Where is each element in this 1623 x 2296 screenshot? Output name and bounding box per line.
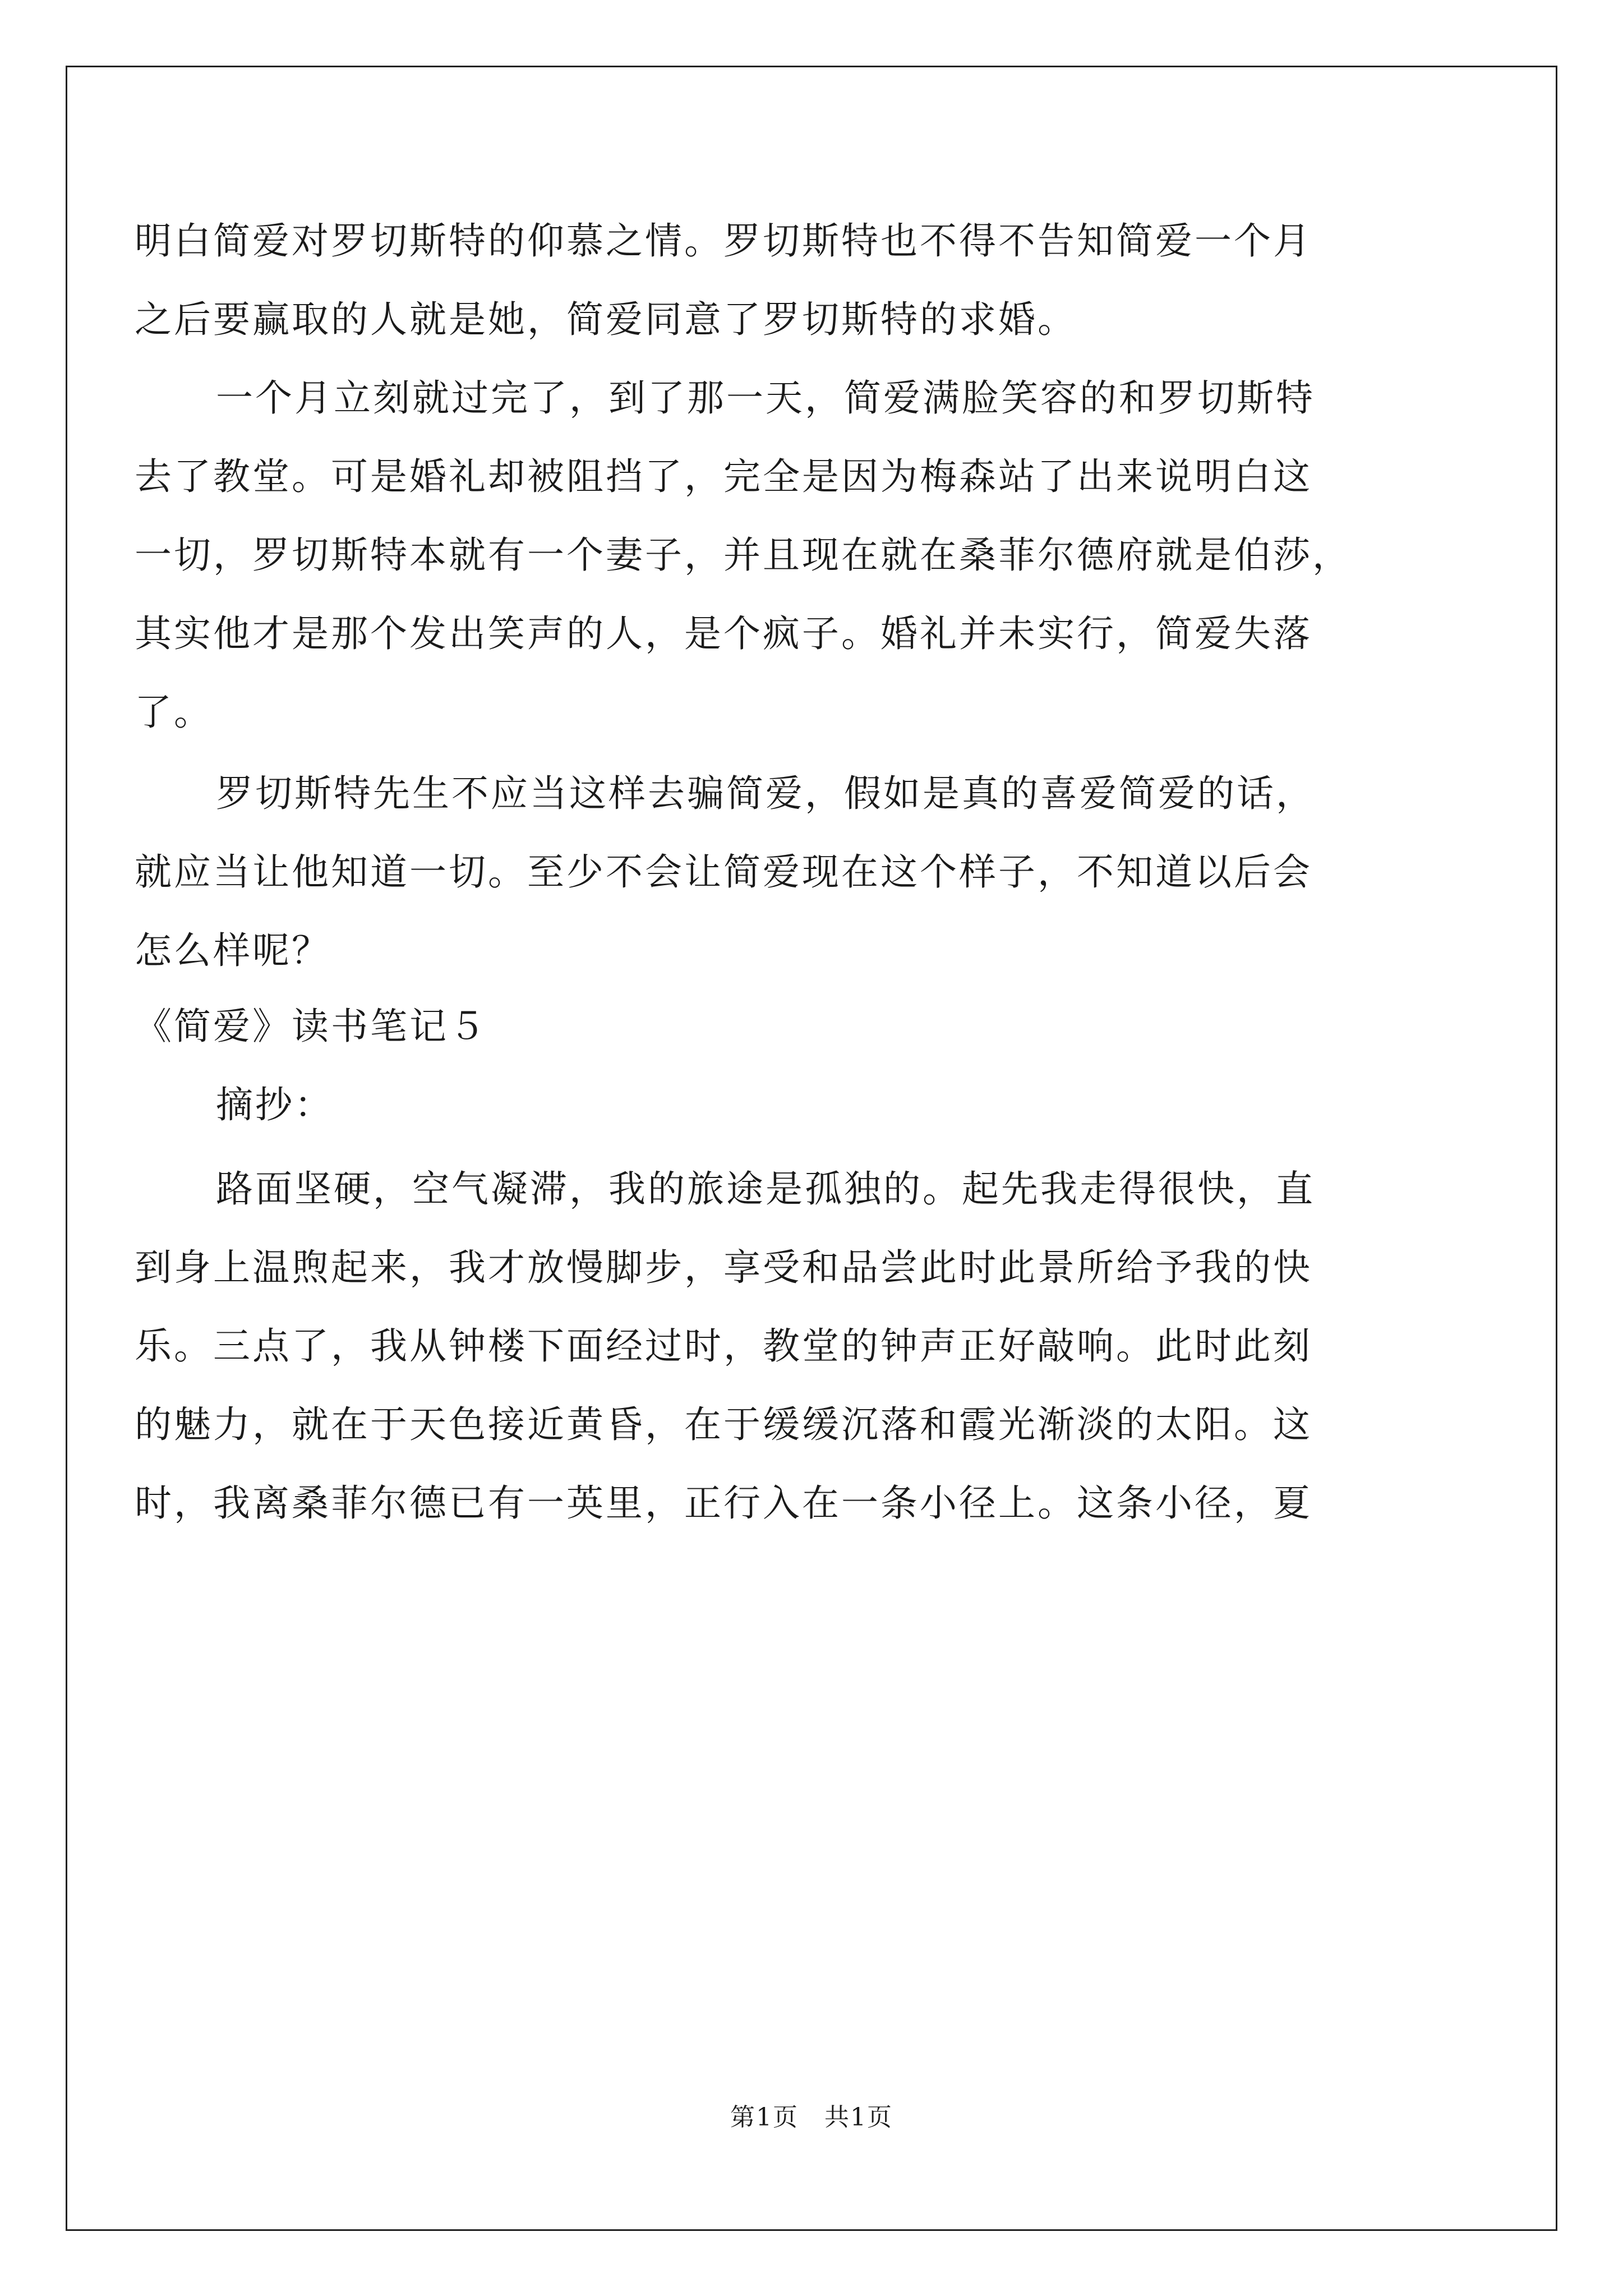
text-line: 其实他才是那个发出笑声的人，是个疯子。婚礼并未实行，简爱失落 bbox=[135, 612, 1312, 655]
paragraph-start-line: 一个月立刻就过完了，到了那一天，简爱满脸笑容的和罗切斯特 bbox=[216, 376, 1315, 420]
text-line: 了。 bbox=[135, 691, 213, 734]
page-footer: 第1页 共1页 bbox=[730, 2103, 893, 2132]
text-line: 时，我离桑菲尔德已有一英里，正行入在一条小径上。这条小径，夏 bbox=[135, 1481, 1312, 1525]
paragraph-start-line: 罗切斯特先生不应当这样去骗简爱，假如是真的喜爱简爱的话， bbox=[216, 772, 1315, 815]
text-line: 就应当让他知道一切。至少不会让简爱现在这个样子，不知道以后会 bbox=[135, 850, 1312, 894]
text-line: 去了教堂。可是婚礼却被阻挡了，完全是因为梅森站了出来说明白这 bbox=[135, 455, 1312, 498]
text-line: 乐。三点了，我从钟楼下面经过时，教堂的钟声正好敲响。此时此刻 bbox=[135, 1324, 1312, 1368]
text-line: 的魅力，就在于天色接近黄昏，在于缓缓沉落和霞光渐淡的太阳。这 bbox=[135, 1403, 1312, 1446]
text-line: 一切，罗切斯特本就有一个妻子，并且现在就在桑菲尔德府就是伯莎， bbox=[135, 533, 1352, 577]
subheading-excerpt: 摘抄： bbox=[216, 1083, 334, 1126]
paragraph-start-line: 路面坚硬，空气凝滞，我的旅途是孤独的。起先我走得很快，直 bbox=[216, 1167, 1315, 1211]
text-line: 怎么样呢？ bbox=[135, 929, 331, 972]
text-line: 到身上温煦起来，我才放慢脚步，享受和品尝此时此景所给予我的快 bbox=[135, 1246, 1312, 1289]
text-line: 明白简爱对罗切斯特的仰慕之情。罗切斯特也不得不告知简爱一个月 bbox=[135, 219, 1312, 263]
text-line: 之后要赢取的人就是她，简爱同意了罗切斯特的求婚。 bbox=[135, 298, 1077, 341]
section-heading: 《简爱》读书笔记５ bbox=[135, 1005, 488, 1048]
